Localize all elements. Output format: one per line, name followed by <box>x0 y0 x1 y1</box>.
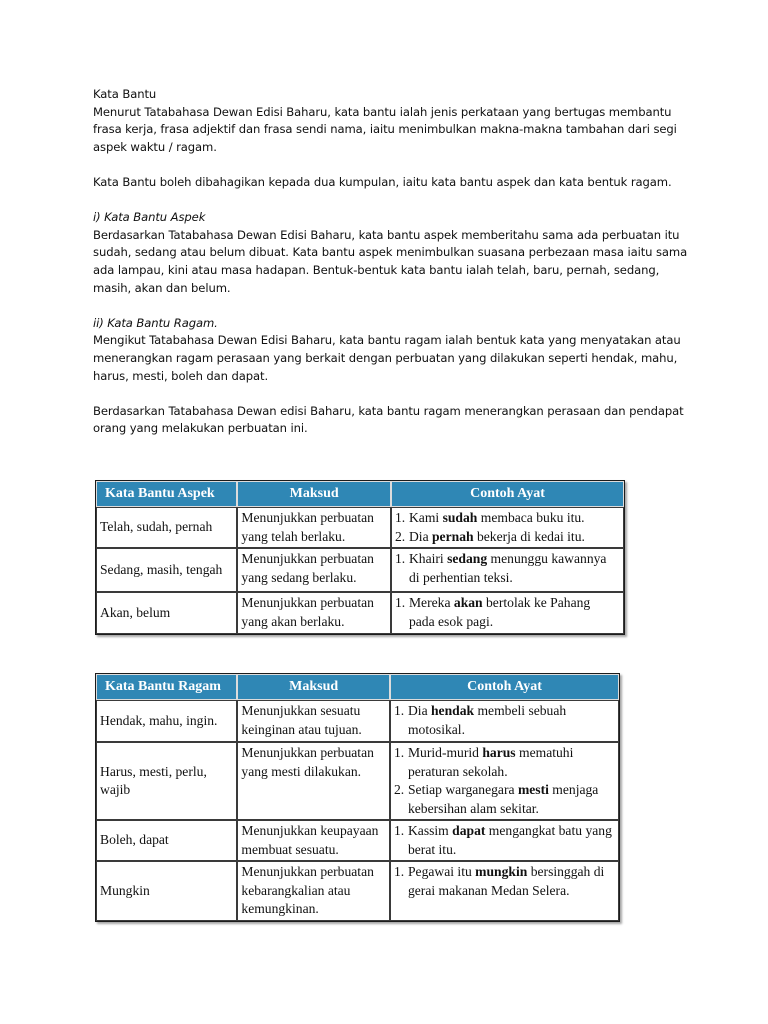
table-row <box>96 507 624 548</box>
maksud-cell: Menunjukkan perbuatan yang telah berlaku. <box>237 507 391 548</box>
example-text-after: menjaga kebersihan alam sekitar. <box>407 782 602 816</box>
example-number: 2. <box>393 782 405 797</box>
kata-bantu-highlight: mesti <box>517 782 549 797</box>
example-text-after: bekerja di kedai itu. <box>473 528 585 544</box>
example-sentence <box>394 702 614 739</box>
kata-bantu-highlight: sudah <box>442 510 478 525</box>
maksud-cell: Menunjukkan perbuatan yang akan berlaku. <box>237 592 391 634</box>
example-sentence <box>395 528 619 547</box>
example-text-after: menunggu kawannya di perhentian teksi. <box>408 551 610 585</box>
table-row <box>96 548 624 592</box>
column-header: Maksud <box>237 481 391 507</box>
intro-paragraph: Menurut Tatabahasa Dewan Edisi Baharu, kata bantu ialah jenis perkataan yang bertugas membantu frasa kerja, frasa adjektif dan frasa sendi nama, iaitu menimbulkan makna-makna tambahan dari segi aspek waktu / ragam. <box>93 104 677 154</box>
contoh-ayat-cell <box>391 592 624 634</box>
contoh-ayat-cell <box>390 742 619 820</box>
example-list <box>395 594 619 631</box>
example-number: 1. <box>393 703 405 718</box>
column-header: Kata Bantu Aspek <box>96 481 237 507</box>
kata-bantu-highlight: hendak <box>431 703 475 718</box>
example-sentence <box>394 744 614 781</box>
maksud-cell: Menunjukkan perbuatan kebarangkalian atau kemungkinan. <box>237 861 390 921</box>
kata-bantu-cell: Sedang, masih, tengah <box>96 548 237 592</box>
contoh-ayat-cell <box>391 507 624 548</box>
table-header-row <box>96 481 624 507</box>
example-text-before: Dia <box>407 703 431 718</box>
example-text-after: bersinggah di gerai makanan Medan Selera. <box>407 864 608 898</box>
kata-bantu-highlight: mungkin <box>475 864 528 879</box>
example-number: 1. <box>394 510 406 525</box>
kata-bantu-cell: Akan, belum <box>96 592 237 634</box>
maksud-cell: Menunjukkan sesuatu keinginan atau tujuan. <box>237 700 390 742</box>
column-header: Maksud <box>237 674 390 700</box>
kata-bantu-cell: Mungkin <box>96 861 237 921</box>
contoh-ayat-cell <box>390 820 619 861</box>
table-row <box>96 861 619 921</box>
heading-kata-bantu-aspek: i) Kata Bantu Aspek <box>93 210 206 225</box>
division-paragraph: Kata Bantu boleh dibahagikan kepada dua kumpulan, iaitu kata bantu aspek dan kata bentuk ragam. <box>93 174 672 189</box>
example-number: 1. <box>393 745 405 760</box>
example-list <box>394 822 614 859</box>
example-text-after: membaca buku itu. <box>477 510 585 525</box>
example-sentence <box>395 550 619 587</box>
example-sentence <box>395 509 619 528</box>
kata-bantu-cell: Harus, mesti, perlu, wajib <box>96 742 237 820</box>
example-number: 2. <box>394 528 406 544</box>
example-text <box>408 863 614 900</box>
example-text-after: bertolak ke Pahang pada esok pagi. <box>408 595 594 629</box>
table-row <box>96 700 619 742</box>
example-text-before: Murid-murid <box>407 745 483 760</box>
kata-bantu-highlight: akan <box>453 595 483 610</box>
example-text-after: mematuhi peraturan sekolah. <box>407 745 577 779</box>
example-sentence <box>394 781 614 818</box>
kata-bantu-highlight: dapat <box>452 823 486 838</box>
kata-bantu-cell: Telah, sudah, pernah <box>96 507 237 548</box>
ragam-paragraph: Mengikut Tatabahasa Dewan Edisi Baharu, kata bantu ragam ialah bentuk kata yang menyatakan atau menerangkan ragam perasaan yang berkait dengan perbuatan yang dilakukan seperti hendak, mahu, harus, mesti, boleh dan dapat. <box>93 333 681 383</box>
example-list <box>394 744 614 818</box>
aspek-paragraph: Berdasarkan Tatabahasa Dewan Edisi Baharu, kata bantu aspek memberitahu sama ada perbuatan itu sudah, sedang atau belum dibuat. Kata bantu aspek menimbulkan suasana perbezaan masa iaitu sama ada lampau, kini atau masa hadapan. Bentuk-bentuk kata bantu ialah telah, baru, pernah, sedang, masih, akan dan belum. <box>93 227 688 295</box>
contoh-ayat-cell <box>391 548 624 592</box>
example-sentence <box>394 822 614 859</box>
example-text-before: Setiap warganegara <box>407 782 518 797</box>
table-header-row <box>96 674 619 700</box>
table-kata-bantu-aspek <box>95 480 625 635</box>
heading-kata-bantu-ragam: ii) Kata Bantu Ragam. <box>93 315 218 330</box>
column-header: Contoh Ayat <box>391 481 624 507</box>
example-text <box>408 744 614 781</box>
example-text <box>409 509 585 528</box>
example-list <box>395 509 619 546</box>
heading-kata-bantu: Kata Bantu <box>93 87 157 101</box>
column-header: Kata Bantu Ragam <box>96 674 237 700</box>
example-text <box>408 822 614 859</box>
document-body <box>93 86 693 438</box>
example-text <box>409 550 619 587</box>
kata-bantu-cell: Boleh, dapat <box>96 820 237 861</box>
example-number: 1. <box>394 551 406 566</box>
kata-bantu-highlight: sedang <box>447 551 488 566</box>
example-text <box>409 528 585 547</box>
example-text-after: membeli sebuah motosikal. <box>407 703 570 737</box>
example-text-after: mengangkat batu yang berat itu. <box>407 823 616 857</box>
kata-bantu-highlight: harus <box>482 745 516 760</box>
example-text-before: Kassim <box>407 823 453 838</box>
example-text <box>408 781 614 818</box>
example-text-before: Dia <box>408 528 432 544</box>
kata-bantu-cell: Hendak, mahu, ingin. <box>96 700 237 742</box>
example-number: 1. <box>393 864 405 879</box>
table-row <box>96 592 624 634</box>
example-list <box>394 863 614 900</box>
maksud-cell: Menunjukkan keupayaan membuat sesuatu. <box>237 820 390 861</box>
example-list <box>395 550 619 587</box>
example-text <box>409 594 619 631</box>
column-header: Contoh Ayat <box>390 674 619 700</box>
example-list <box>394 702 614 739</box>
example-text-before: Khairi <box>408 551 448 566</box>
contoh-ayat-cell <box>390 700 619 742</box>
example-text-before: Pegawai itu <box>407 864 476 879</box>
contoh-ayat-cell <box>390 861 619 921</box>
example-number: 1. <box>394 595 406 610</box>
ragam-summary-paragraph: Berdasarkan Tatabahasa Dewan edisi Baharu, kata bantu ragam menerangkan perasaan dan pendapat orang yang melakukan perbuatan ini. <box>93 403 684 436</box>
example-text-before: Kami <box>408 510 443 525</box>
example-text <box>408 702 614 739</box>
example-number: 1. <box>393 823 405 838</box>
example-sentence <box>394 863 614 900</box>
example-sentence <box>395 594 619 631</box>
kata-bantu-highlight: pernah <box>432 528 474 544</box>
table-row <box>96 742 619 820</box>
maksud-cell: Menunjukkan perbuatan yang mesti dilakukan. <box>237 742 390 820</box>
example-text-before: Mereka <box>408 595 454 610</box>
maksud-cell: Menunjukkan perbuatan yang sedang berlaku. <box>237 548 391 592</box>
table-kata-bantu-ragam <box>95 673 620 922</box>
table-row <box>96 820 619 861</box>
